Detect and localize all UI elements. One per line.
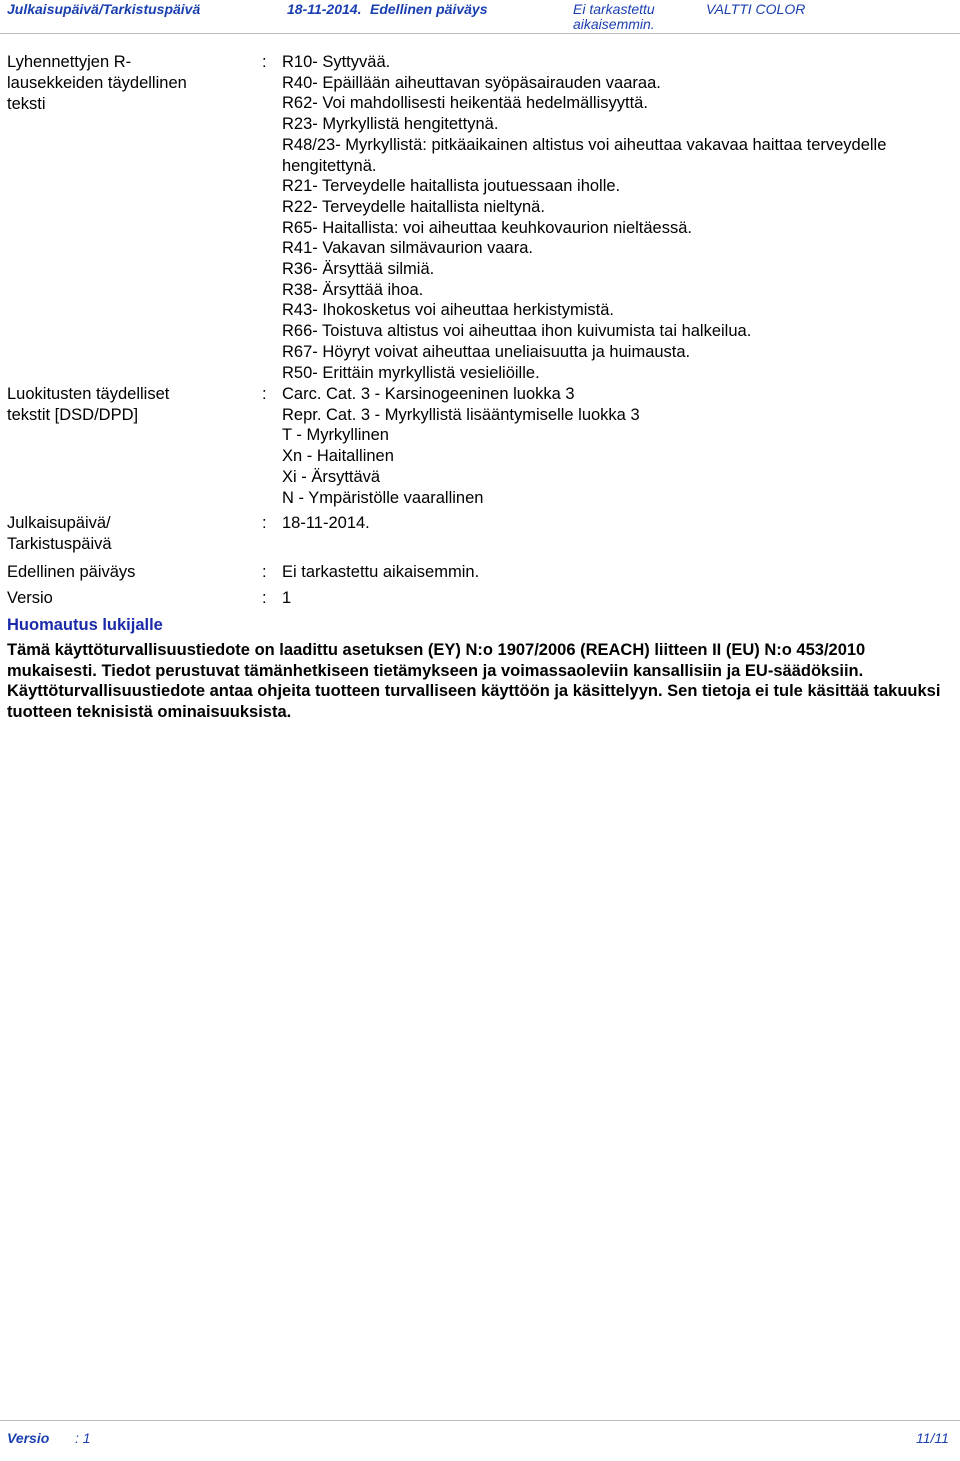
page-header (0, 0, 960, 34)
header-date-label: Julkaisupäivä/Tarkistuspäivä (7, 1, 201, 17)
issue-date-colon: : (262, 514, 267, 532)
r-phrase: R40- Epäillään aiheuttavan syöpäsairauden vaaraa. (282, 73, 661, 92)
header-prev-value-line2: aikaisemmin. (573, 16, 655, 32)
version-colon: : (262, 589, 267, 607)
previous-date-label: Edellinen päiväys (7, 563, 136, 581)
r-phrases-list (282, 52, 886, 383)
issue-date-label: Julkaisupäivä/ Tarkistuspäivä (7, 514, 112, 553)
r-phrase: R48/23- Myrkyllistä: pitkäaikainen altistus voi aiheuttaa vakavaa haittaa terveydelle (282, 135, 887, 154)
r-phrase: R67- Höyryt voivat aiheuttaa uneliaisuutta ja huimausta. (282, 342, 691, 361)
header-prev-value-line1: Ei tarkastettu (573, 1, 655, 17)
reader-note-title: Huomautus lukijalle (7, 616, 163, 634)
r-phrase: hengitettynä. (282, 156, 377, 175)
classification-item: Xn - Haitallinen (282, 447, 394, 466)
classifications-label: Luokitusten täydelliset tekstit [DSD/DPD] (7, 385, 170, 424)
classification-item: Xi - Ärsyttävä (282, 467, 381, 486)
r-phrase: R36- Ärsyttää silmiä. (282, 260, 435, 279)
r-phrase: R50- Erittäin myrkyllistä vesieliöille. (282, 363, 540, 382)
version-value: 1 (282, 589, 292, 607)
header-product-name: VALTTI COLOR (706, 1, 806, 17)
footer-version-label: Versio (7, 1430, 50, 1446)
page-footer (0, 1420, 960, 1461)
previous-date-value: Ei tarkastettu aikaisemmin. (282, 563, 480, 581)
r-phrases-colon: : (262, 53, 267, 71)
r-phrase: R66- Toistuva altistus voi aiheuttaa ihon kuivumista tai halkeilua. (282, 322, 752, 341)
header-prev-label: Edellinen päiväys (370, 1, 488, 17)
version-label: Versio (7, 589, 53, 607)
classification-item: Repr. Cat. 3 - Myrkyllistä lisääntymiselle luokka 3 (282, 405, 640, 424)
r-phrase: R62- Voi mahdollisesti heikentää hedelmällisyyttä. (282, 94, 648, 113)
r-phrase: R41- Vakavan silmävaurion vaara. (282, 239, 533, 258)
classifications-colon: : (262, 385, 267, 403)
classification-item: T - Myrkyllinen (282, 426, 389, 445)
r-phrases-label: Lyhennettyjen R- lausekkeiden täydellinen teksti (7, 53, 187, 113)
reader-note-text: Tämä käyttöturvallisuustiedote on laadittu asetuksen (EY) N:o 1907/2006 (REACH) liitteen II (EU) N:o 453/2010 mukaisesti. Tiedot perustuvat tämänhetkiseen tietämykseen ja voimassaoleviin kansallisiin ja EU-säädöksiin. Käyttöturvallisuustiedote antaa ohjeita tuotteen turvalliseen käyttöön ja käsittelyyn. Sen tietoja ei tule käsittää takuuksi tuotteen teknisistä ominaisuuksista. (7, 641, 941, 722)
footer-version-value: : 1 (75, 1430, 91, 1446)
r-phrase: R65- Haitallista: voi aiheuttaa keuhkovaurion nieltäessä. (282, 218, 692, 237)
r-phrase: R38- Ärsyttää ihoa. (282, 280, 424, 299)
classification-item: N - Ympäristölle vaarallinen (282, 488, 484, 507)
r-phrase: R10- Syttyvää. (282, 53, 391, 71)
classifications-list (282, 384, 640, 508)
r-phrase: R21- Terveydelle haitallista joutuessaan iholle. (282, 177, 621, 196)
classification-item: Carc. Cat. 3 - Karsinogeeninen luokka 3 (282, 385, 575, 403)
r-phrase: R43- Ihokosketus voi aiheuttaa herkistymistä. (282, 301, 614, 320)
r-phrase: R22- Terveydelle haitallista nieltynä. (282, 197, 545, 216)
issue-date-value: 18-11-2014. (282, 514, 370, 532)
footer-page-number: 11/11 (916, 1430, 949, 1446)
r-phrase: R23- Myrkyllistä hengitettynä. (282, 115, 499, 134)
header-date-value: 18-11-2014. (287, 1, 362, 17)
previous-date-colon: : (262, 563, 267, 581)
